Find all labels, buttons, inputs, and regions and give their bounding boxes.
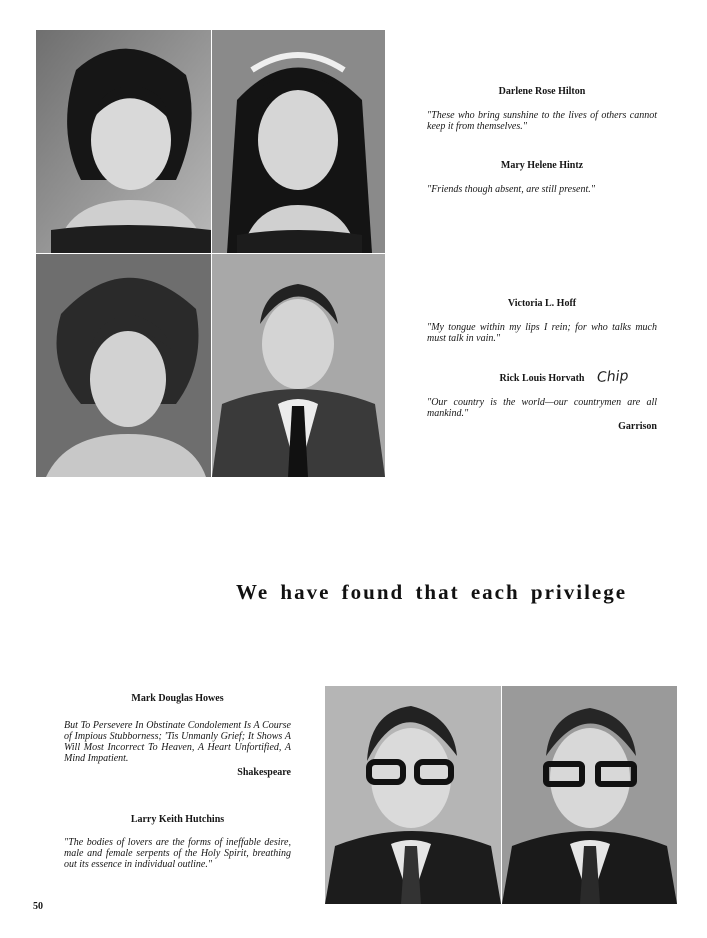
portrait-victoria-hoff (36, 254, 211, 477)
student-name: Victoria L. Hoff (507, 298, 577, 309)
student-quote: "Our country is the world—our countrymen are all mankind." (427, 397, 657, 419)
student-quote: "Friends though absent, are still present." (427, 184, 595, 195)
entry-mary-hintz (427, 160, 657, 195)
portrait-rick-horvath (212, 254, 385, 477)
quote-attribution: Garrison (618, 421, 657, 432)
page-headline: We have found that each privilege (236, 580, 628, 604)
entry-darlene-hilton (427, 86, 657, 132)
student-name: Rick Louis Horvath (499, 373, 585, 384)
student-quote: "These who bring sunshine to the lives of others cannot keep it from themselves." (427, 110, 657, 132)
page-number: 50 (33, 901, 43, 912)
entry-victoria-hoff (427, 298, 657, 344)
entry-larry-hutchins (64, 814, 291, 870)
portrait-mark-howes (325, 686, 501, 904)
quote-attribution: Shakespeare (237, 767, 291, 778)
student-quote: But To Persevere In Obstinate Condolement Is A Course of Impious Stubborness; 'Tis Unmanly Grief; It Shows A Will Most Incorrect To Heaven, A Heart Unfortified, A Mind Impatient. (64, 720, 291, 764)
portrait-mary-hintz (212, 30, 385, 253)
portrait-darlene-hilton (36, 30, 211, 253)
student-name: Larry Keith Hutchins (130, 814, 225, 825)
student-quote: "My tongue within my lips I rein; for who talks much must talk in vain." (427, 322, 657, 344)
entry-mark-howes (64, 693, 291, 778)
student-quote: "The bodies of lovers are the forms of ineffable desire, male and female serpents of the Holy Spirit, breathing out its essence in individual outline." (64, 837, 291, 870)
portrait-larry-hutchins (502, 686, 677, 904)
student-name: Mark Douglas Howes (131, 693, 224, 704)
student-name: Mary Helene Hintz (500, 160, 584, 171)
student-name: Darlene Rose Hilton (498, 86, 586, 97)
handwritten-nickname: Chip (596, 368, 629, 386)
